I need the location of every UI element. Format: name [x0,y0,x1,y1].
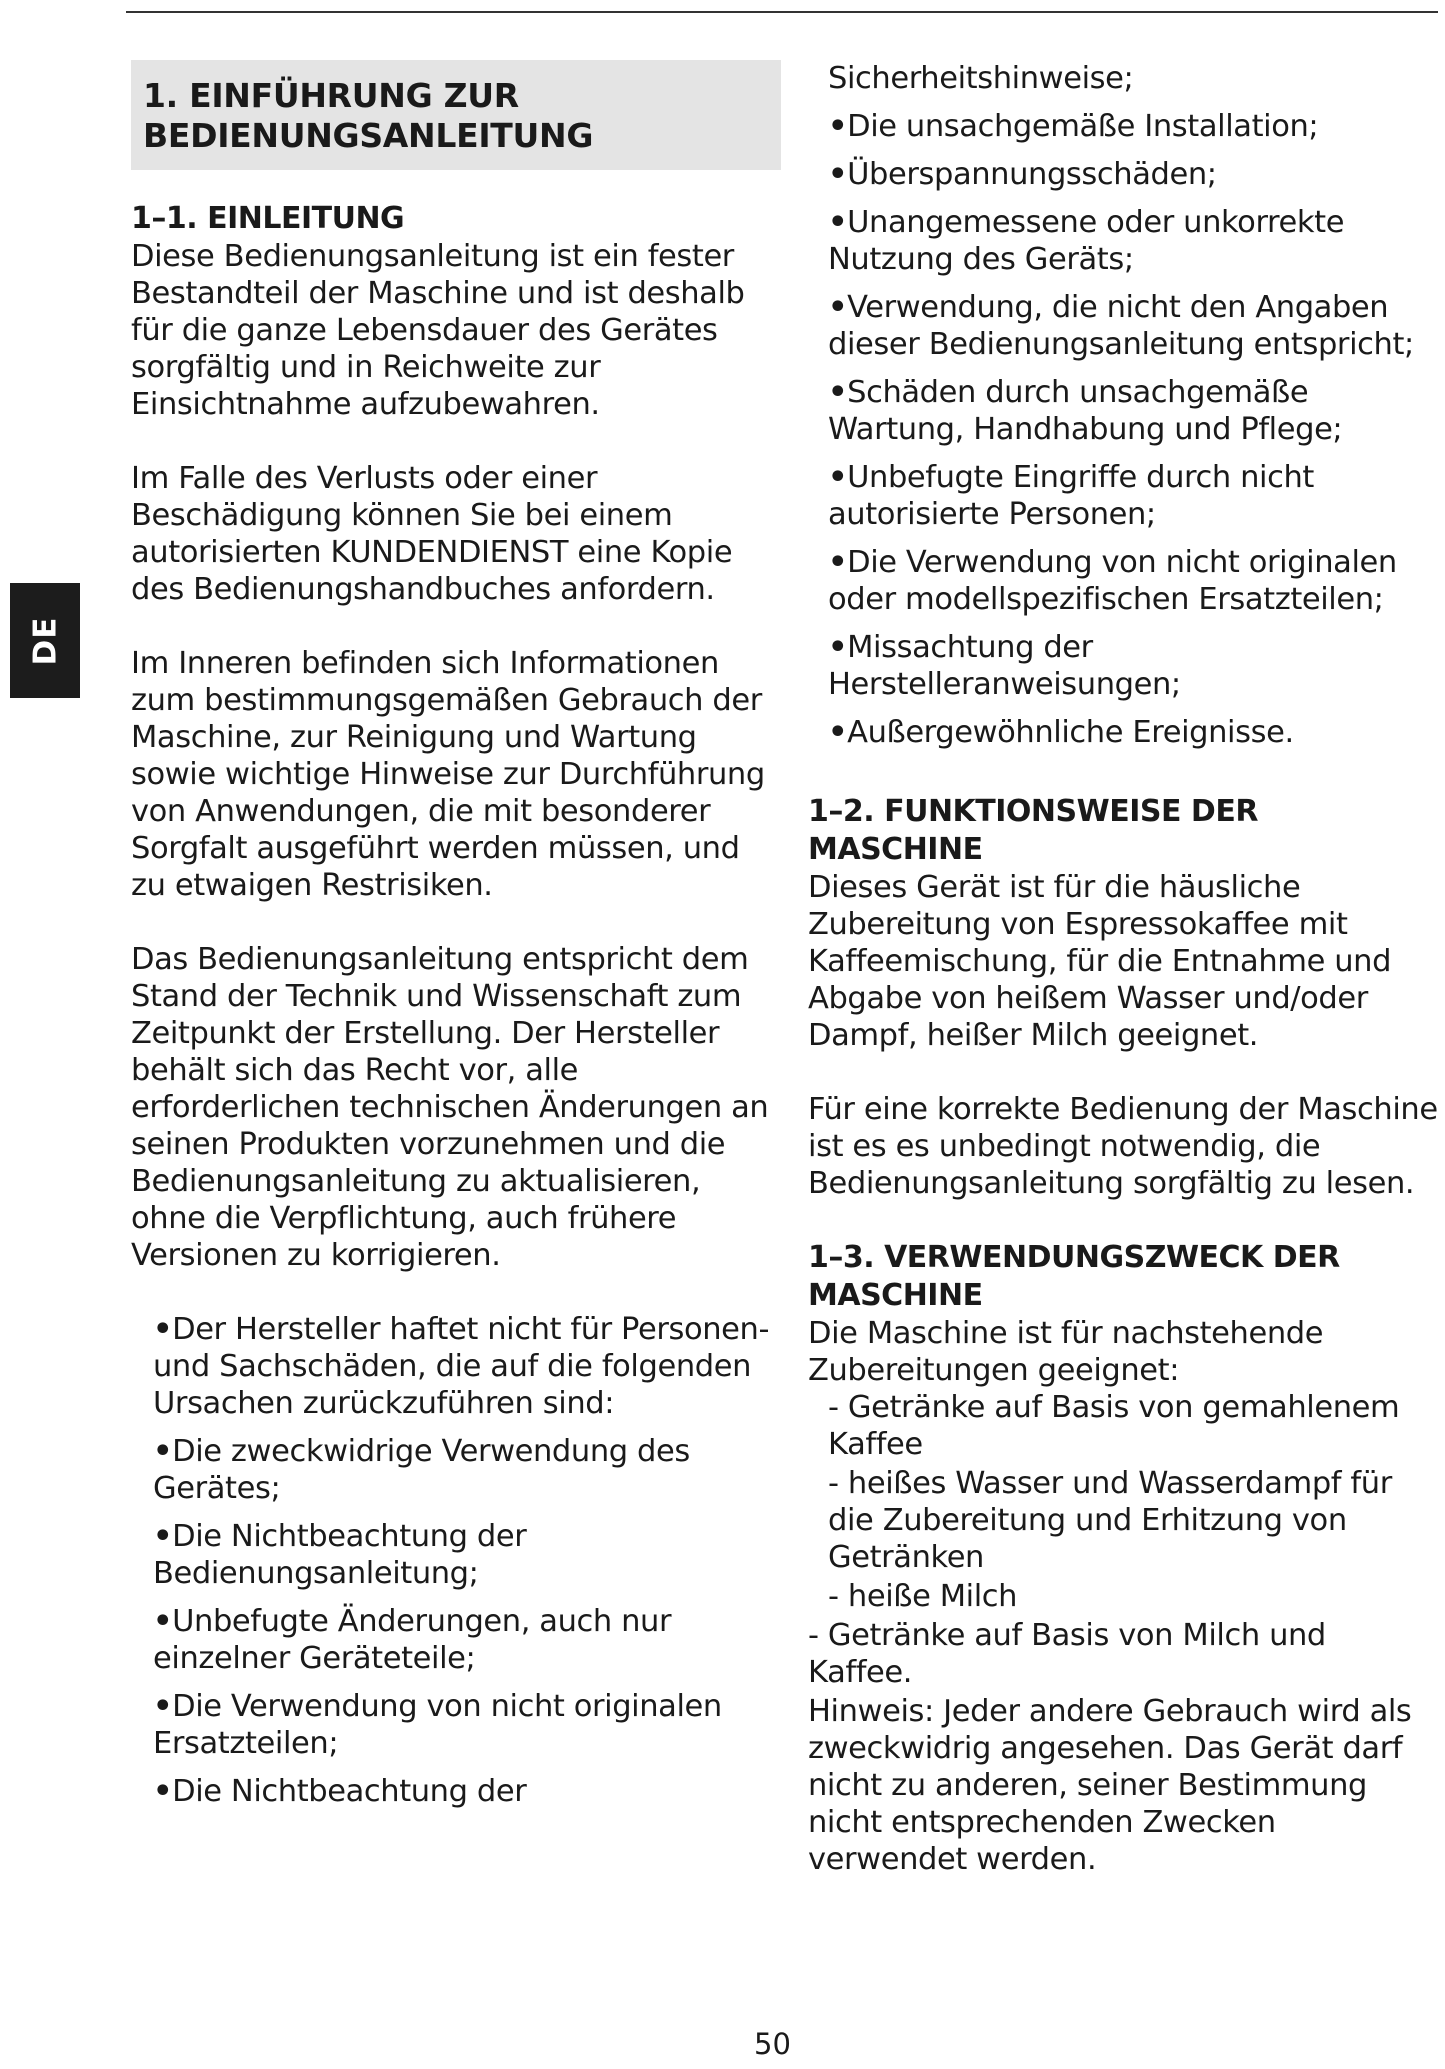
list-item-continued: Sicherheitshinweise; [828,61,1134,96]
list-item: •Außergewöhnliche Ereignisse. [828,715,1294,750]
continued-liability-list [808,60,1438,751]
bullet-icon: • [153,1774,173,1809]
heading-verwendungszweck: 1–3. VERWENDUNGSZWECK DER MASCHINE [808,1240,1340,1313]
list-item: •Die Verwendung von nicht originalen oder modellspezifischen Ersatzteilen; [828,545,1397,617]
right-column [808,60,1438,1878]
heading-einleitung: 1–1. EINLEITUNG [131,201,405,236]
paragraph-intro-3: Im Inneren befinden sich Informationen zum bestimmungsgemäßen Gebrauch der Maschine, zur Reinigung und Wartung sowie wichtige Hinweise zur Durchführung von Anwendungen, die mit besonderer Sorgfalt ausgeführt werden müssen, und zu etwaigen Restrisiken. [131,646,765,903]
list-item: •Die Nichtbeachtung der [153,1774,527,1809]
bullet-icon: • [828,109,848,144]
list-item: •Unbefugte Eingriffe durch nicht autorisierte Personen; [828,460,1314,532]
heading-funktionsweise: 1–2. FUNKTIONSWEISE DER MASCHINE [808,794,1258,867]
list-item: - Getränke auf Basis von Milch und Kaffee. [808,1618,1326,1690]
list-item: •Die zweckwidrige Verwendung des Gerätes; [153,1434,690,1506]
list-item: •Schäden durch unsachgemäße Wartung, Handhabung und Pflege; [828,375,1343,447]
bullet-icon: • [828,205,848,240]
section-title: 1. EINFÜHRUNG ZUR BEDIENUNGSANLEITUNG [143,76,594,155]
page-number: 50 [754,2027,791,2061]
bullet-icon: • [828,460,848,495]
bullet-icon: • [153,1434,173,1469]
bullet-icon: • [828,715,848,750]
paragraph-verwendung-intro: Die Maschine ist für nachstehende Zubereitungen geeignet: [808,1316,1324,1388]
list-item: - heißes Wasser und Wasserdampf für die Zubereitung und Erhitzung von Getränken [828,1466,1392,1575]
bullet-icon: • [153,1519,173,1554]
bullet-icon: • [153,1604,173,1639]
list-item: •Der Hersteller haftet nicht für Personen- und Sachschäden, die auf die folgenden Ursachen zurückzuführen sind: [153,1312,770,1421]
bullet-icon: • [828,290,848,325]
bullet-icon: • [828,375,848,410]
use-list [808,1389,1438,1691]
list-item: •Verwendung, die nicht den Angaben dieser Bedienungsanleitung entspricht; [828,290,1414,362]
paragraph-funktion-1: Dieses Gerät ist für die häusliche Zubereitung von Espressokaffee mit Kaffeemischung, für die Entnahme und Abgabe von heißem Wasser und/oder Dampf, heißer Milch geeignet. [808,870,1392,1053]
paragraph-intro-1: Diese Bedienungsanleitung ist ein fester Bestandteil der Maschine und ist deshalb für die ganze Lebensdauer des Gerätes sorgfältig und in Reichweite zur Einsichtnahme aufzubewahren. [131,239,745,422]
paragraph-intro-2: Im Falle des Verlusts oder einer Beschädigung können Sie bei einem autorisierten KUNDENDIENST eine Kopie des Bedienungshandbuches anfordern. [131,461,733,607]
paragraph-hinweis: Hinweis: Jeder andere Gebrauch wird als zweckwidrig angesehen. Das Gerät darf nicht zu anderen, seiner Bestimmung nicht entsprechenden Zwecken verwendet werden. [808,1694,1412,1877]
bullet-icon: • [828,630,848,665]
language-tab [10,583,80,698]
bullet-icon: • [828,545,848,580]
list-item: •Überspannungsschäden; [828,157,1217,192]
list-item: - heiße Milch [828,1579,1018,1614]
bullet-icon: • [153,1689,173,1724]
list-item: •Missachtung der Herstelleranweisungen; [828,630,1181,702]
paragraph-intro-4: Das Bedienungsanleitung entspricht dem Stand der Technik und Wissenschaft zum Zeitpunkt der Erstellung. Der Hersteller behält sich das Recht vor, alle erforderlichen technischen Änderungen an seinen Produkten vorzunehmen und die Bedienungsanleitung zu aktualisieren, ohne die Verpflichtung, auch frühere Versionen zu korrigieren. [131,942,769,1273]
language-tab-label: DE [26,616,63,665]
top-rule [126,11,1438,13]
list-item: •Die Nichtbeachtung der Bedienungsanleitung; [153,1519,527,1591]
list-item: •Die Verwendung von nicht originalen Ersatzteilen; [153,1689,722,1761]
liability-list [131,1311,781,1810]
paragraph-funktion-2: Für eine korrekte Bedienung der Maschine ist es es unbedingt notwendig, die Bedienungsanleitung sorgfältig zu lesen. [808,1092,1438,1201]
list-item: •Unbefugte Änderungen, auch nur einzelner Geräteteile; [153,1604,672,1676]
list-item: - Getränke auf Basis von gemahlenem Kaffee [828,1390,1400,1462]
list-item: •Unangemessene oder unkorrekte Nutzung des Geräts; [828,205,1345,277]
bullet-icon: • [828,157,848,192]
section-title-box [131,60,781,170]
bullet-icon: • [153,1312,173,1347]
left-column [131,60,781,1821]
list-item: •Die unsachgemäße Installation; [828,109,1319,144]
